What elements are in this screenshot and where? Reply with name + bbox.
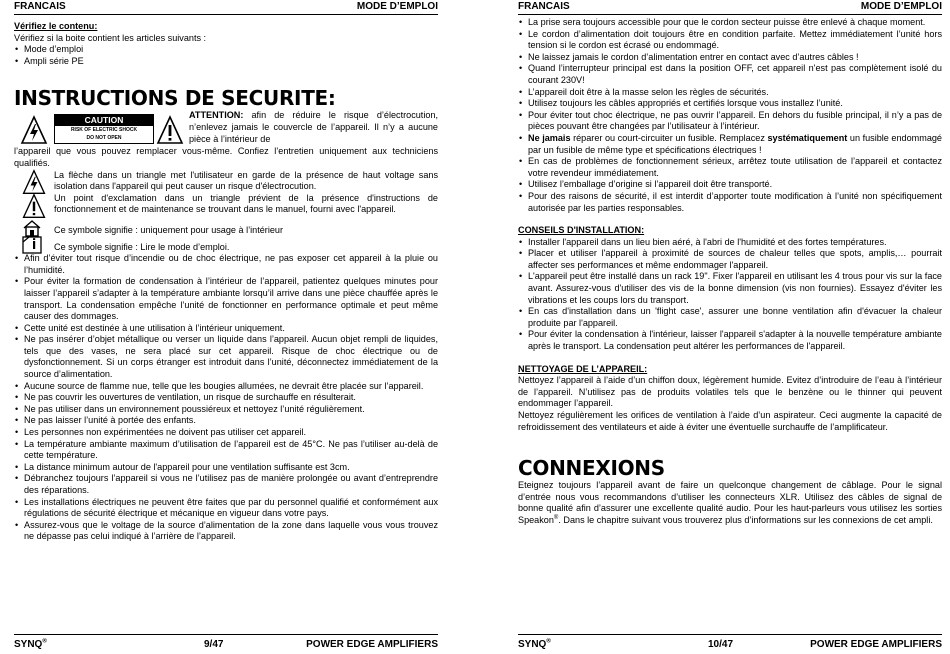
header-language: FRANCAIS — [14, 1, 66, 12]
footer-product: POWER EDGE AMPLIFIERS — [306, 639, 438, 650]
list-item: • Débranchez toujours l’appareil si vous ne l’utilisez pas de manière prolongée ou avant d’entreprendre des réparations. — [14, 473, 438, 496]
left-page — [14, 0, 438, 654]
manual-symbol-row — [14, 242, 438, 254]
list-item: • Pour éviter la condensation à l'intérieur, laisser l'appareil s'adapter à la nouvelle température ambiante après le transport. La condensation peut altérer les performances de l'appareil. — [518, 329, 942, 352]
footer-brand: SYNQ® — [518, 638, 551, 650]
exclamation-triangle-icon — [156, 115, 184, 145]
flash-explanation — [14, 170, 438, 193]
exclaim-text: Un point d'exclamation dans un triangle prévient de la présence d'instructions de fonctionnement et de maintenance se trouvant dans le manuel, fourni avec l'appareil. — [54, 192, 438, 215]
caution-sub2: DO NOT OPEN — [86, 135, 122, 142]
list-item: • Afin d’éviter tout risque d’incendie ou de choc électrique, ne pas exposer cet appareil à la pluie ou l’humidité. — [14, 253, 438, 276]
list-item: • La distance minimum autour de l'appareil pour une ventilation suffisante est 3cm. — [14, 462, 438, 474]
list-item: • Ampli série PE — [14, 56, 438, 68]
safety-title: INSTRUCTIONS DE SECURITE: — [14, 86, 336, 111]
list-item: • Ne pas couvrir les ouvertures de ventilation, un risque de surchauffe en résulterait. — [14, 392, 438, 404]
list-item: • Les personnes non expérimentées ne doivent pas utiliser cet appareil. — [14, 427, 438, 439]
lightning-triangle-icon — [20, 115, 48, 145]
list-item: • La température ambiante maximum d’utilisation de l’appareil est de 45°C. Ne pas l’utiliser au-delà de cette température. — [14, 439, 438, 462]
caution-block — [14, 110, 438, 159]
footer-brand: SYNQ® — [14, 638, 47, 650]
verify-intro: Vérifiez si la boite contient les articles suivants : — [14, 32, 207, 43]
lightning-triangle-icon — [21, 169, 47, 195]
list-item: • Ne laissez jamais le cordon d’alimentation entrer en contact avec d’autres câbles ! — [518, 52, 942, 64]
list-item: • En cas de problèmes de fonctionnement sérieux, arrêtez toute utilisation de l’appareil et contactez votre revendeur immédiatement. — [518, 156, 942, 179]
list-item: • Aucune source de flamme nue, telle que les bougies allumées, ne devrait être placée sur l’appareil. — [14, 381, 438, 393]
list-item: • Placer et utiliser l'appareil à proximité de sources de chaleur telles que spots, amplis,… pourrait affecter ses performances et même endommager l'appareil. — [518, 248, 942, 271]
install-list — [518, 237, 942, 353]
list-item: • Installer l'appareil dans un lieu bien aéré, à l'abri de l'humidité et des fortes températures. — [518, 237, 942, 249]
list-item: • Ne pas insérer d’objet métallique ou verser un liquide dans l’appareil. Aucun objet rempli de liquides, tels que des vases, ne sera placé sur cet appareil. Risque de choc électrique ou de dysfonctionnement. Si un corps étranger est introduit dans l’unité, déconnectez immédiatement de la source d’alimentation. — [14, 334, 438, 380]
page-footer — [14, 634, 438, 651]
footer-product: POWER EDGE AMPLIFIERS — [810, 639, 942, 650]
attention-label: ATTENTION: — [189, 110, 244, 121]
list-item: • Pour éviter la formation de condensation à l’intérieur de l’appareil, patientez quelques minutes pour laisser l’appareil s’adapter à la température ambiante lorsqu’il arrive dans une pièce chauffée après le transport. La condensation empêche l’unité de fonctionner en performance optimale et peut même causer des dommages. — [14, 276, 438, 322]
list-item: • La prise sera toujours accessible pour que le cordon secteur puisse être enlevé à chaque moment. — [518, 17, 942, 29]
list-item: • L'appareil peut être installé dans un rack 19". Fixer l'appareil en utilisant les 4 trous pour vis sur la face avant. Assurez-vous d'utiliser des vis de la bonne dimension (vis non fournies). Essayez d'éviter les vibrations et les coups lors du transport. — [518, 271, 942, 306]
connexions-paragraph: Eteignez toujours l’appareil avant de faire un quelconque changement de câblage. Pour le signal d’entrée nous vous recommandons d’utiliser les connecteurs XLR. Utilisez des câbles de signal de bonne qualité afin d’assurer une excellente qualité audio. Pour les haut-parleurs vous utilisez les sorties Speakon®. Dans le chapitre suivant vous trouverez plus d’informations sur les connexions de cet ampli. — [518, 480, 942, 525]
indoor-text: Ce symbole signifie : uniquement pour usage à l’intérieur — [54, 224, 283, 235]
header-manual: MODE D’EMPLOI — [860, 1, 942, 12]
page-header — [14, 0, 438, 15]
list-item: • Ne pas laisser l’unité à portée des enfants. — [14, 415, 438, 427]
list-item: • Cette unité est destinée à une utilisation à l’intérieur uniquement. — [14, 323, 438, 335]
list-item: • Le cordon d’alimentation doit toujours être en condition parfaite. Mettez immédiatement l’unité hors tension si le cordon est écrasé ou endommagé. — [518, 29, 942, 52]
right-content — [518, 17, 942, 527]
safety-list — [14, 253, 438, 543]
attention-text-start: ATTENTION: afin de réduire le risque d’électrocution, n’enlevez jamais le couvercle de l’appareil. Il n’y a aucune pièce à l’intérieur de — [189, 110, 438, 144]
caution-sub1: RISK OF ELECTRIC SHOCK — [70, 127, 138, 134]
left-content — [14, 21, 438, 543]
manual-text: Ce symbole signifie : Lire le mode d’emploi. — [54, 241, 230, 252]
cleaning-paragraph-2: Nettoyez régulièrement les orifices de ventilation à l’aide d’un aspirateur. Ceci augmente la capacité de refroidissement des ventilateurs et aide à éviter une éventuelle surchauffe de l’amplificateur. — [518, 410, 942, 432]
list-item: • Ne pas utiliser dans un environnement poussiéreux et nettoyez l’unité régulièrement. — [14, 404, 438, 416]
page-footer — [518, 634, 942, 651]
page-header — [518, 0, 942, 15]
header-manual: MODE D’EMPLOI — [356, 1, 438, 12]
list-item: • L’appareil doit être à la masse selon les règles de sécurités. — [518, 87, 942, 99]
list-item: • En cas d'installation dans un 'flight case', assurer une bonne ventilation afin d'évacuer la chaleur produite par l'appareil. — [518, 306, 942, 329]
list-item: • Les installations électriques ne peuvent être faites que par du personnel qualifié et conformément aux régulations de sécurité électrique et mécanique en vigueur dans votre pays. — [14, 497, 438, 520]
list-item: • Assurez-vous que le voltage de la source d’alimentation de la zone dans laquelle vous vous trouvez ne dépasse pas celui indiqué à l’arrière de l’appareil. — [14, 520, 438, 543]
read-manual-icon — [22, 236, 42, 254]
list-item: • Quand l’interrupteur principal est dans la position OFF, cet appareil n'est pas complètement isolé du courant 230V! — [518, 63, 942, 86]
list-item: • Pour des raisons de sécurité, il est interdit d’apporter toute modification à l’unité non spécifiquement autorisée par les parties responsables. — [518, 191, 942, 214]
list-item: • Pour éviter tout choc électrique, ne pas ouvrir l’appareil. En dehors du fusible principal, il n’y a pas de pièces pouvant être changées par l’utilisateur à l’intérieur. — [518, 110, 942, 133]
flash-text: La flèche dans un triangle met l'utilisateur en garde de la présence de haut voltage sans isolation dans l'appareil qui peut causer un risque d'électrocution. — [54, 169, 438, 192]
safety-list-continued — [518, 17, 942, 133]
safety-list-end — [518, 156, 942, 214]
indoor-symbol-row — [14, 225, 438, 237]
header-language: FRANCAIS — [518, 1, 570, 12]
fuse-list — [518, 133, 942, 156]
cleaning-title: NETTOYAGE DE L’APPAREIL: — [518, 363, 648, 374]
list-item: • Utilisez toujours les câbles appropriés et certifiés lorsque vous installez l’unité. — [518, 98, 942, 110]
caution-label-box — [54, 114, 154, 144]
house-icon — [22, 219, 42, 237]
install-title: CONSEILS D'INSTALLATION: — [518, 225, 645, 236]
verify-list — [14, 44, 438, 67]
cleaning-paragraph-1: Nettoyez l’appareil à l’aide d’un chiffon doux, légèrement humide. Evitez d’introduire de l’eau à l’intérieur de l’appareil. N’utilisez pas de produits volatiles tels que le benzène ou le thinner qui peuvent endommager l’appareil. — [518, 375, 942, 409]
attention-text-rest: l’appareil que vous pouvez remplacer vous-même. Confiez l’entretien uniquement aux techniciens qualifiés. — [14, 146, 438, 168]
footer-page-number: 9/47 — [204, 639, 224, 650]
footer-page-number: 10/47 — [708, 639, 734, 650]
exclaim-explanation — [14, 193, 438, 216]
caution-label: CAUTION — [55, 115, 153, 126]
list-item: • Utilisez l’emballage d’origine si l’appareil doit être transporté. — [518, 179, 942, 191]
verify-title: Vérifiez le contenu: — [14, 21, 98, 31]
list-item: • Ne jamais réparer ou court-circuiter un fusible. Remplacez systématiquement un fusible endommagé par un fusible de même type et spécifications électriques ! — [518, 133, 942, 156]
exclamation-triangle-icon — [21, 193, 47, 219]
connexions-title: CONNEXIONS — [518, 456, 665, 481]
list-item: • Mode d’emploi — [14, 44, 438, 56]
right-page — [518, 0, 942, 654]
